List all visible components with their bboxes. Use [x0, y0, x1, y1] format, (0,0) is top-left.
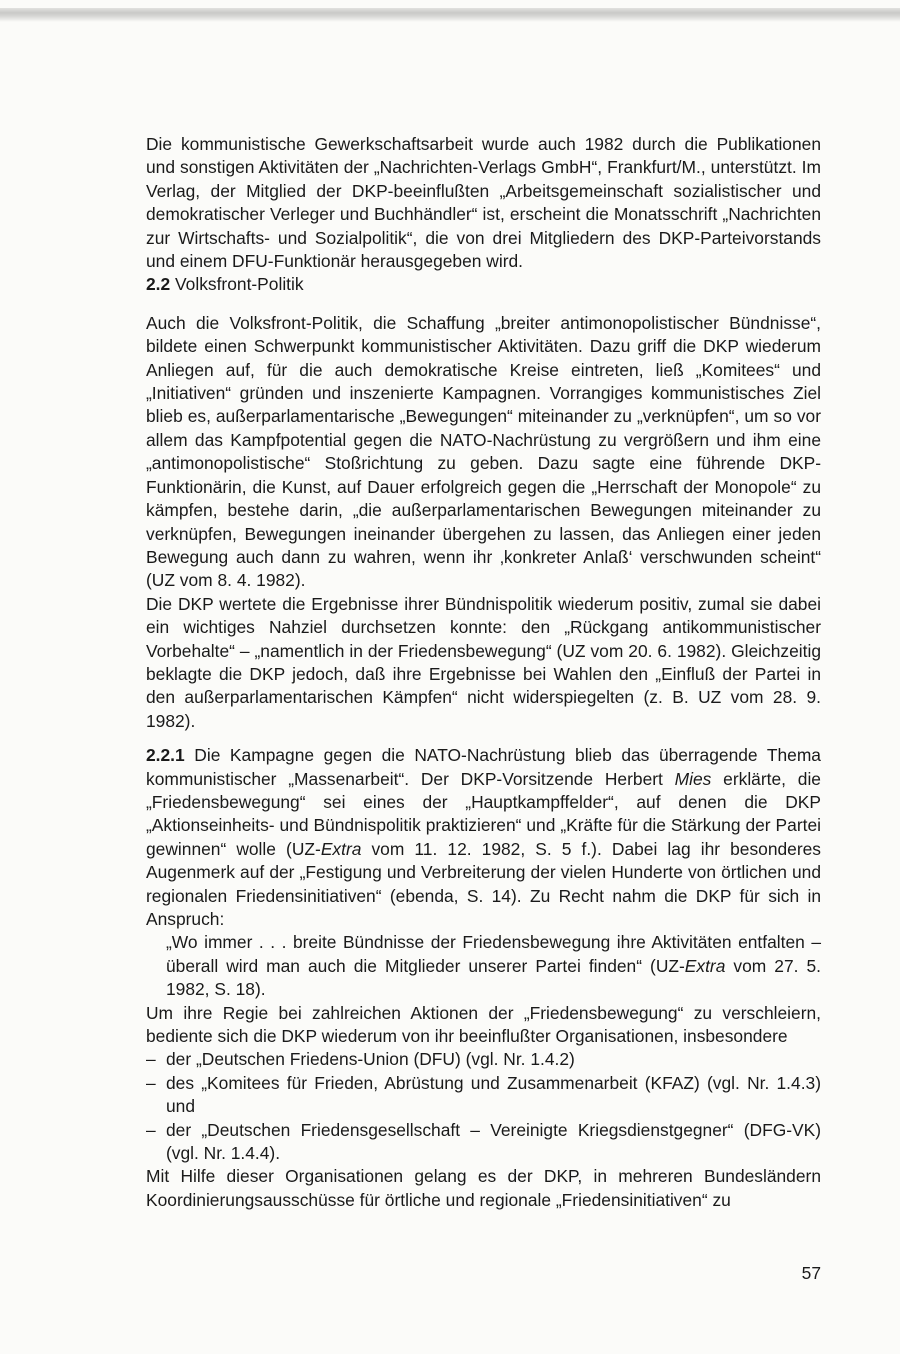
section-heading-2-2 — [146, 273, 821, 296]
organisation-list — [146, 1048, 821, 1165]
list-item: – des „Komitees für Frieden, Abrüstung und Zusammenarbeit (KFAZ) (vgl. Nr. 1.4.3) und — [146, 1072, 821, 1119]
intro-paragraph: Die kommunistische Gewerkschaftsarbeit wurde auch 1982 durch die Publikationen und sonstigen Aktivitäten der „Nachrichten-Verlags GmbH“, Frankfurt/M., unterstützt. Im Verlag, der Mitglied der DKP-beeinflußten „Arbeitsgemeinschaft sozialistischer und demokratischer Verleger und Buchhändler“ ist, erscheint die Monatsschrift „Nachrichten zur Wirtschafts- und Sozialpolitik“, die von drei Mitgliedern des DKP-Parteivorstands und einem DFU-Funktionär herausgegeben wird. — [146, 134, 821, 272]
text-run: vom 11. 12. 1982, S. 5 f.). Dabei lag ihr besonderes Augenmerk auf der „Festigung und Verbreiterung der vielen Hunderte von örtlichen und regionalen Friedensinitiativen“ (ebenda, S. 14). Zu Recht nahm die DKP für sich in Anspruch: — [146, 838, 821, 929]
page-number: 57 — [801, 1263, 821, 1283]
text-run: vom 27. 5. 1982, S. 18). — [166, 955, 822, 1000]
text-run: „Wo immer . . . breite Bündnisse der Friedensbewegung ihre Aktivitäten entfalten – überall wird man auch die Mitglieder unserer Partei finden“ (UZ- — [166, 932, 821, 976]
organisationen-paragraph: Um ihre Regie bei zahlreichen Aktionen der „Friedensbewegung“ zu verschleiern, bediente sich die DKP wiederum von ihr beeinflußter Organisationen, insbesondere — [146, 1002, 821, 1047]
document-page — [146, 133, 821, 1212]
uz-extra-label: Extra — [320, 838, 362, 859]
name-mies: Mies — [674, 768, 712, 789]
block-quote — [166, 931, 821, 1001]
uz-extra-label: Extra — [684, 955, 726, 976]
section-title: Volksfront-Politik — [175, 274, 304, 295]
list-item: – der „Deutschen Friedensgesellschaft – Vereinigte Kriegsdienstgegner“ (DFG-VK) (vgl. Nr. 1.4.4). — [146, 1119, 821, 1166]
section-number: 2.2 — [146, 274, 171, 295]
subsection-2-2-1-paragraph — [146, 744, 821, 931]
text-run: erklärte, die „Friedensbewegung“ sei eines der „Hauptkampffelder“, auf denen die DKP „Aktionseinheits- und Bündnispolitik praktizieren“ und „Kräfte für die Stärkung der Partei gewinnen“ wolle (UZ- — [146, 768, 821, 859]
list-item: – der „Deutschen Friedens-Union (DFU) (vgl. Nr. 1.4.2) — [146, 1048, 821, 1071]
scan-edge-shadow — [0, 8, 900, 22]
closing-paragraph: Mit Hilfe dieser Organisationen gelang es der DKP, in mehreren Bundesländern Koordinierungsausschüsse für örtliche und regionale „Friedensinitiativen“ zu — [146, 1166, 821, 1210]
subsection-number: 2.2.1 — [146, 745, 185, 766]
buendnispolitik-paragraph: Die DKP wertete die Ergebnisse ihrer Bündnispolitik wiederum positiv, zumal sie dabei ein wichtiges Nahziel durchsetzen konnte: den „Rückgang antikommunistischer Vorbehalte“ – „namentlich in der Friedensbewegung“ (UZ vom 20. 6. 1982). Gleichzeitig beklagte die DKP jedoch, daß ihre Ergebnisse bei Wahlen den „Einfluß der Partei in den außerparlamentarischen Kämpfen“ nicht widerspiegelten (z. B. UZ vom 28. 9. 1982). — [146, 593, 821, 731]
volksfront-paragraph: Auch die Volksfront-Politik, die Schaffung „breiter antimonopolistischer Bündnisse“, bildete einen Schwerpunkt kommunistischer Aktivitäten. Dazu griff die DKP wiederum Anliegen auf, für die auch demokratische Kreise eintreten, ließ „Komitees“ und „Initiativen“ gründen und inszenierte Kampagnen. Vorrangiges kommunistisches Ziel blieb es, außerparlamentarische „Bewegungen“ miteinander zu „verknüpfen“, um so vor allem das Kampfpotential gegen die NATO-Nachrüstung zu vergrößern und ihm eine „antimonopolistische“ Stoßrichtung zu geben. Dazu sagte eine führende DKP-Funktionärin, die Kunst, auf Dauer erfolgreich gegen die „Herrschaft der Monopole“ zu kämpfen, bestehe darin, „die außerparlamentarischen Bewegungen miteinander zu verknüpfen, Bewegungen ineinander übergehen zu lassen, das Anliegen einer jeden Bewegung auch dann zu wahren, wenn ihr ‚konkreter Anlaß‘ verschwunden scheint“ (UZ vom 8. 4. 1982). — [146, 312, 821, 591]
text-run: Die Kampagne gegen die NATO-Nachrüstung blieb das überragende Thema kommunistischer „Massenarbeit“. Der DKP-Vorsitzende Herbert — [146, 745, 821, 789]
